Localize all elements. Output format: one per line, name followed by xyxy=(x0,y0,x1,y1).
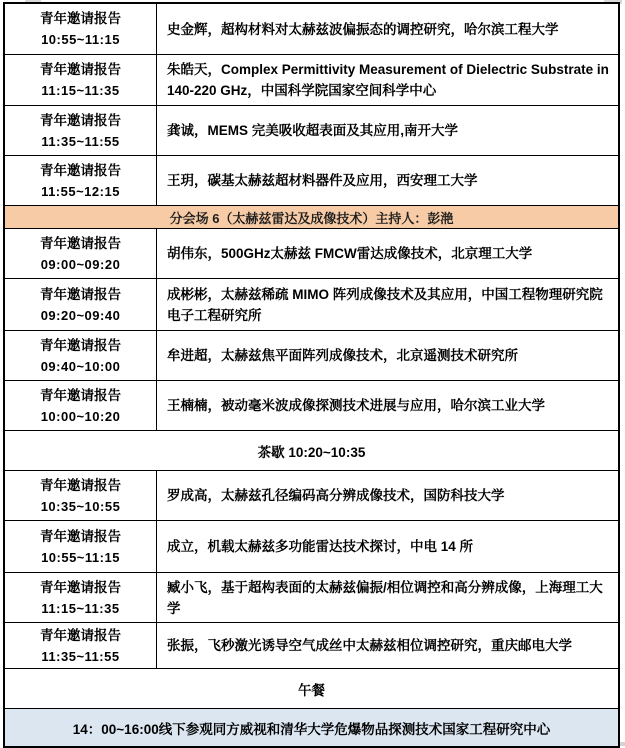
talk-description-cell xyxy=(157,106,618,155)
session-type-label: 青年邀请报告 xyxy=(40,387,121,403)
table-row xyxy=(5,105,618,155)
session-header-text: 分会场 6（太赫兹雷达及成像技术）主持人：彭滟 xyxy=(169,210,454,226)
talk-description: 王玥，碳基太赫兹超材料器件及应用，西安理工大学 xyxy=(167,173,478,188)
session-time: 10:55~11:15 xyxy=(41,32,120,47)
session-time: 10:00~10:20 xyxy=(40,408,121,424)
site-visit-row xyxy=(5,708,618,746)
lunch-text: 午餐 xyxy=(298,682,325,698)
session-time: 11:35~11:55 xyxy=(41,648,120,664)
talk-description-cell xyxy=(157,331,618,380)
talk-description-cell xyxy=(157,471,618,520)
session-time-cell xyxy=(5,229,157,278)
table-row xyxy=(5,155,618,205)
table-row xyxy=(5,572,618,622)
session-time-cell xyxy=(5,623,157,668)
table-row xyxy=(5,330,618,380)
lunch-row xyxy=(5,668,618,708)
session-time: 11:55~12:15 xyxy=(41,183,120,199)
talk-description-cell xyxy=(157,521,618,572)
table-row xyxy=(5,228,618,278)
site-visit-cell xyxy=(5,709,618,746)
site-visit-text: 14：00~16:00线下参观同方威视和清华大学危爆物品探测技术国家工程研究中心 xyxy=(72,721,551,737)
talk-description: 臧小飞，基于超构表面的太赫兹偏振/相位调控和高分辨成像，上海理工大学 xyxy=(167,579,603,616)
session-type-label: 青年邀请报告 xyxy=(40,286,121,302)
session-type-label: 青年邀请报告 xyxy=(40,579,121,595)
session-type-label: 青年邀请报告 xyxy=(40,162,121,178)
tea-break-row xyxy=(5,430,618,470)
talk-description-cell xyxy=(157,623,618,668)
lunch-cell xyxy=(5,669,618,708)
talk-description: 王楠楠，被动毫米波成像探测技术进展与应用，哈尔滨工业大学 xyxy=(167,398,545,413)
session-time-cell xyxy=(5,55,157,105)
session-header-cell xyxy=(5,206,618,228)
session-time-cell xyxy=(5,279,157,330)
talk-description: 朱皓天，Complex Permittivity Measurement of Dielectric Substrate in 140-220 GHz，中国科学院国家空间科学中心 xyxy=(167,62,609,98)
session-type-label: 青年邀请报告 xyxy=(40,477,121,493)
session-type-label: 青年邀请报告 xyxy=(40,62,121,77)
talk-description-cell xyxy=(157,573,618,622)
table-row xyxy=(5,520,618,572)
session-type-label: 青年邀请报告 xyxy=(40,235,121,251)
session-type-label: 青年邀请报告 xyxy=(40,11,121,26)
session-time-cell xyxy=(5,471,157,520)
talk-description: 罗成高，太赫兹孔径编码高分辨成像技术，国防科技大学 xyxy=(167,488,505,503)
session-time-cell xyxy=(5,156,157,205)
talk-description: 胡伟东，500GHz太赫兹 FMCW雷达成像技术，北京理工大学 xyxy=(167,246,533,261)
talk-description-cell xyxy=(157,381,618,430)
session-time: 09:40~10:00 xyxy=(40,358,121,374)
session-time: 09:00~09:20 xyxy=(40,256,121,272)
session-time-cell xyxy=(5,4,157,54)
talk-description: 史金辉，超构材料对太赫兹波偏振态的调控研究，哈尔滨工程大学 xyxy=(167,21,559,37)
session-time-cell xyxy=(5,381,157,430)
session-time: 11:35~11:55 xyxy=(41,133,120,149)
session-time: 11:15~11:35 xyxy=(41,83,120,98)
tea-break-cell xyxy=(5,431,618,470)
talk-description-cell xyxy=(157,229,618,278)
table-row xyxy=(5,380,618,430)
session-time: 10:55~11:15 xyxy=(41,549,120,565)
session-time-cell xyxy=(5,106,157,155)
session-time: 11:15~11:35 xyxy=(41,600,120,616)
table-row xyxy=(5,470,618,520)
session-time: 09:20~09:40 xyxy=(40,307,121,323)
session-time-cell xyxy=(5,573,157,622)
session-type-label: 青年邀请报告 xyxy=(40,528,121,544)
session-type-label: 青年邀请报告 xyxy=(40,337,121,353)
talk-description-cell xyxy=(157,55,618,105)
conference-schedule-table xyxy=(3,2,620,748)
table-row xyxy=(5,278,618,330)
talk-description: 张振，飞秒激光诱导空气成丝中太赫兹相位调控研究，重庆邮电大学 xyxy=(167,638,572,653)
session-time-cell xyxy=(5,521,157,572)
talk-description: 牟进超，太赫兹焦平面阵列成像技术，北京遥测技术研究所 xyxy=(167,348,518,363)
session-type-label: 青年邀请报告 xyxy=(40,112,121,128)
talk-description: 龚诚，MEMS 完美吸收超表面及其应用,南开大学 xyxy=(167,123,459,138)
table-row xyxy=(5,622,618,668)
talk-description: 成立，机载太赫兹多功能雷达技术探讨，中电 14 所 xyxy=(167,539,474,554)
session-time: 10:35~10:55 xyxy=(40,498,121,514)
table-row xyxy=(5,54,618,105)
session-header-row xyxy=(5,205,618,228)
table-row xyxy=(5,4,618,54)
tea-break-text: 茶歇 10:20~10:35 xyxy=(257,444,366,460)
talk-description-cell xyxy=(157,279,618,330)
talk-description-cell xyxy=(157,156,618,205)
session-type-label: 青年邀请报告 xyxy=(40,627,121,643)
session-time-cell xyxy=(5,331,157,380)
talk-description-cell xyxy=(157,4,618,54)
talk-description: 成彬彬，太赫兹稀疏 MIMO 阵列成像技术及其应用，中国工程物理研究院电子工程研究所 xyxy=(167,286,603,323)
